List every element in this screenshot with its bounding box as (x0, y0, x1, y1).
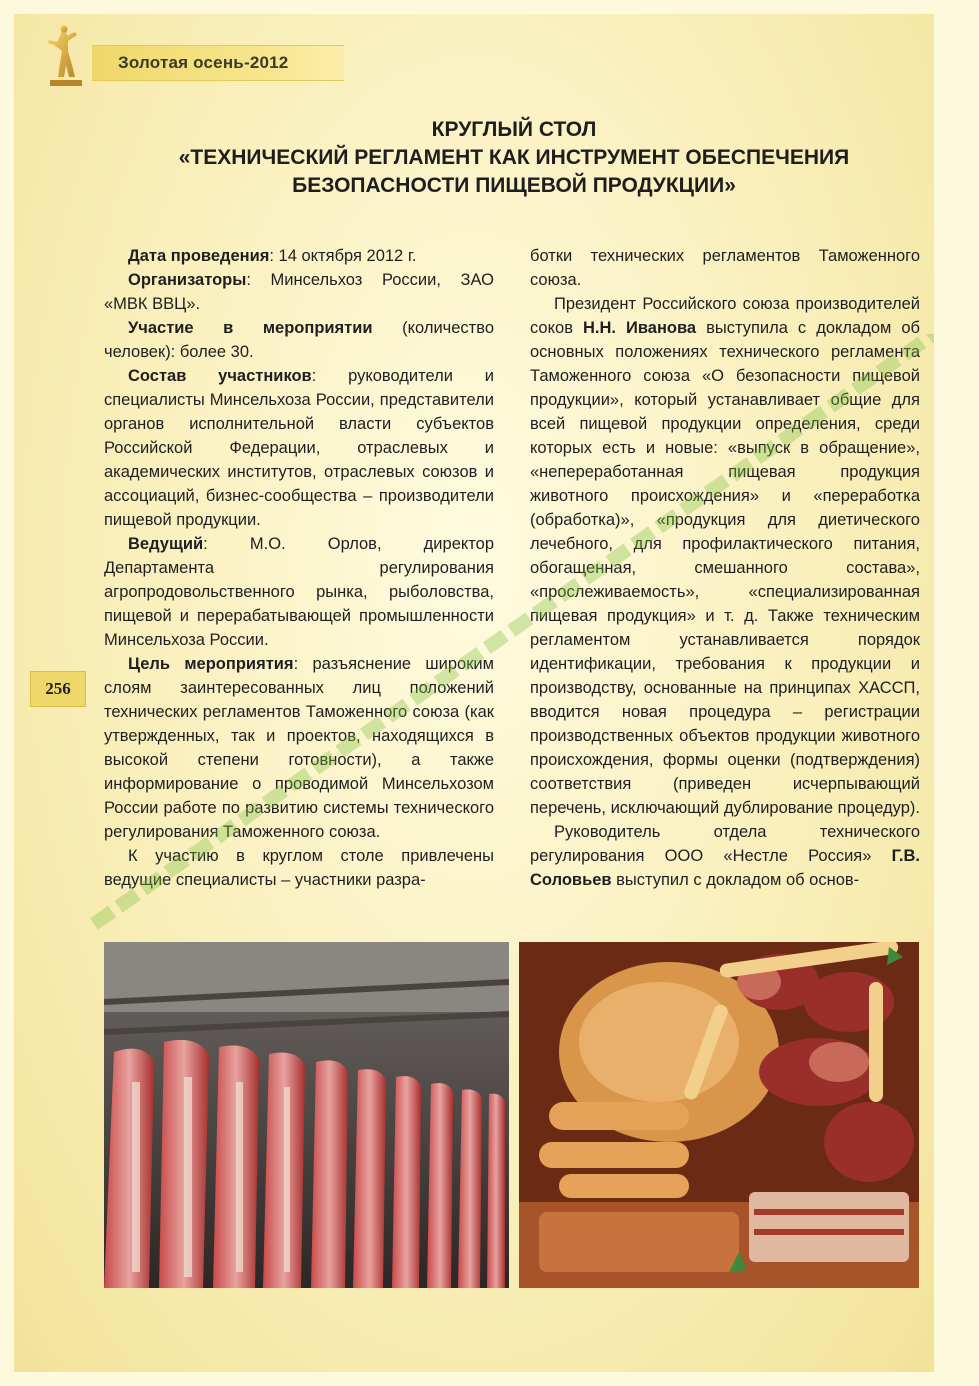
organizers-label: Организаторы (128, 271, 247, 289)
participation-label: Участие в мероприятии (128, 319, 373, 337)
statue-logo-icon (36, 24, 94, 90)
solovyev-name: Г.В. Соловьев (530, 847, 920, 889)
title-line-1: КРУГЛЫЙ СТОЛ (431, 118, 597, 141)
meat-carcasses-photo (104, 942, 509, 1288)
composition-text: : руководители и специалисты Минсельхоза России, представители органов исполнительной власти субъектов Российской Федерации, отраслевых и академических институтов, отраслевых союзов и ассоциаций, бизнес-сообщества – производители пищевой продукции. (104, 367, 494, 529)
ivanova-text-after: выступила с докладом об основных положениях технического регламента Таможенного союза «О безопасности пищевой продукции», который устанавливает общие для всей пищевой продукции определения, среди которых есть и новые: «выпуск в обращение», «непереработанная пищевая продукция животного происхождения» и «переработка (обработка)», «продукция для диетического лечебного, для профилактического питания, обогащенная, смешанного состава», «прослеживаемость», «специализированная пищевая продукция» и т. д. Также техническим регламентом устанавливается порядок идентификации, требования к продукции и производству, основанные на принципах ХАССП, вводится новая процедура – регистрации производственных объектов продукции животного происхождения, формы оценки (подтверждения) соответствия (приведен исчерпывающий перечень, исключающий дублирование процедур). (530, 319, 920, 817)
organizers-paragraph (104, 268, 494, 316)
participation-paragraph (104, 316, 494, 364)
page-number: 256 (30, 671, 86, 707)
host-label: Ведущий (128, 535, 204, 553)
ivanova-text-before: Президент Российского союза производителей соков (530, 295, 920, 337)
page (14, 14, 934, 1372)
participation-text: (количество человек): более 30. (104, 319, 494, 361)
sausages-assortment-photo (519, 942, 919, 1288)
organizers-text: : Минсельхоз России, ЗАО «МВК ВВЦ». (104, 271, 494, 313)
goal-text: : разъяснение широким слоям заинтересованных лиц положений технических регламентов Таможенного союза (как утвержденных, так и проектов, находящихся в высокой степени готовности), а также информирование о проводимой Минсельхозом России работе по развитию системы технического регулирования Таможенного союза. (104, 655, 494, 841)
host-paragraph (104, 532, 494, 652)
goal-label: Цель мероприятия (128, 655, 294, 673)
composition-label: Состав участников (128, 367, 312, 385)
closing-paragraph: К участию в круглом столе привлечены ведущие специалисты – участники разра- (104, 847, 494, 889)
ivanova-paragraph (530, 292, 920, 820)
solovyev-text-before: Руководитель отдела технического регулирования ООО «Нестле Россия» (530, 823, 920, 865)
goal-paragraph (104, 652, 494, 844)
article-title (134, 116, 894, 200)
date-paragraph (104, 244, 494, 268)
continuation-paragraph: ботки технических регламентов Таможенного союза. (530, 247, 920, 289)
solovyev-paragraph (530, 820, 920, 892)
section-title: Золотая осень-2012 (118, 53, 289, 72)
left-column (104, 244, 494, 892)
date-text: : 14 октября 2012 г. (269, 247, 417, 265)
title-line-3: БЕЗОПАСНОСТИ ПИЩЕВОЙ ПРОДУКЦИИ» (292, 174, 736, 197)
solovyev-text-after: выступил с докладом об основ- (611, 871, 860, 889)
right-column (530, 244, 920, 892)
date-label: Дата проведения (128, 247, 270, 265)
ivanova-name: Н.Н. Иванова (582, 319, 697, 337)
title-line-2: «ТЕХНИЧЕСКИЙ РЕГЛАМЕНТ КАК ИНСТРУМЕНТ ОБЕСПЕЧЕНИЯ (178, 146, 850, 169)
host-text: : М.О. Орлов, директор Департамента регулирования агропродовольственного рынка, рыболовства, пищевой и перерабатывающей промышленности Минсельхоза России. (104, 535, 494, 649)
composition-paragraph (104, 364, 494, 532)
section-header (92, 45, 344, 81)
